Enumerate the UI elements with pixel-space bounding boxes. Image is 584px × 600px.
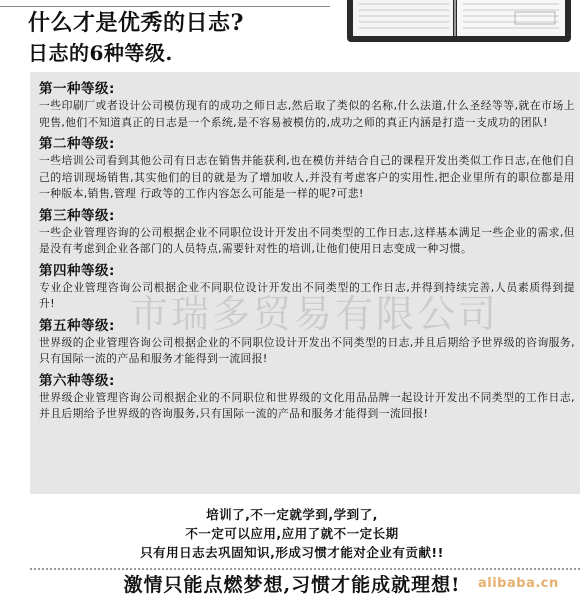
level-title: 第一种等级: [39, 81, 115, 97]
level-5 [39, 317, 575, 368]
slogan-line: 不一定可以应用,应用了就不一定长期 [185, 526, 399, 541]
site-watermark: alibaba.cn [478, 576, 559, 591]
notebook-illustration [345, 0, 575, 44]
levels-list [39, 80, 575, 427]
level-1 [39, 80, 575, 131]
level-2 [39, 135, 575, 203]
page-subtitle: 日志的6种等级. [28, 41, 173, 65]
slogan-line: 只有用日志去巩固知识,形成习惯才能对企业有贡献!! [140, 545, 444, 560]
level-body: 一些培训公司看到其他公司有日志在销售并能获利,也在模仿并结合自己的课程开发出类似工作日志,在他们自己的培训现场销售,其实他们的目的就是为了增加收人,并没有考虑客户的实用性,把企业里所有的职位都是用一种版本,销售,管理 行政等的工作内容怎么可能是一样的呢?可悲! [39, 154, 575, 200]
dotted-divider [30, 568, 580, 570]
bottom-slogan: 激情只能点燃梦想,习惯才能成就理想! [123, 574, 461, 596]
level-body: 一些印刷厂或者设计公司模仿现有的成功之师日志,然后取了类似的名称,什么法道,什么圣经等等,就在市场上兜售,他们不知道真正的日志是一个系统,是不容易被模仿的,成功之师的真正内涵是打造一支成功的团队! [39, 99, 575, 129]
level-body: 一些企业管理咨询的公司根据企业不同职位设计开发出不同类型的工作日志,这样基本满足一些企业的需求,但是没有考虑到企业各部门的人员特点,需要针对性的培训,让他们使用日志变成一种习惯。 [39, 225, 575, 255]
level-3 [39, 207, 575, 258]
header [28, 8, 358, 68]
level-body: 世界级的企业管理咨询公司根据企业的不同职位设计开发出不同类型的日志,并且后期给予世界级的咨询服务,只有国际一流的产品和服务才能得到一流回报! [39, 335, 575, 365]
level-4 [39, 262, 575, 313]
page-title: 什么才是优秀的日志? [28, 10, 244, 36]
level-title: 第六种等级: [39, 372, 115, 389]
level-title: 第四种等级: [39, 262, 115, 279]
slogan-line: 培训了,不一定就学到,学到了, [206, 507, 378, 522]
level-title: 第五种等级: [39, 317, 115, 334]
level-title: 第二种等级: [39, 136, 115, 152]
level-body: 专业企业管理咨询公司根据企业不同职位设计开发出不同类型的工作日志,并得到持续完善,人员素质得到提升! [39, 280, 575, 310]
top-rule [0, 6, 330, 7]
slogan-block [0, 505, 584, 562]
level-title: 第三种等级: [39, 207, 115, 224]
level-body: 世界级企业管理咨询公司根据企业的不同职位和世界级的文化用品品牌一起设计开发出不同类型的工作日志,并且后期给予世界级的咨询服务,只有国际一流的产品和服务才能得到一流回报! [39, 390, 575, 420]
company-watermark: 市瑞多贸易有限公司 [130, 292, 500, 336]
level-6 [39, 372, 575, 423]
